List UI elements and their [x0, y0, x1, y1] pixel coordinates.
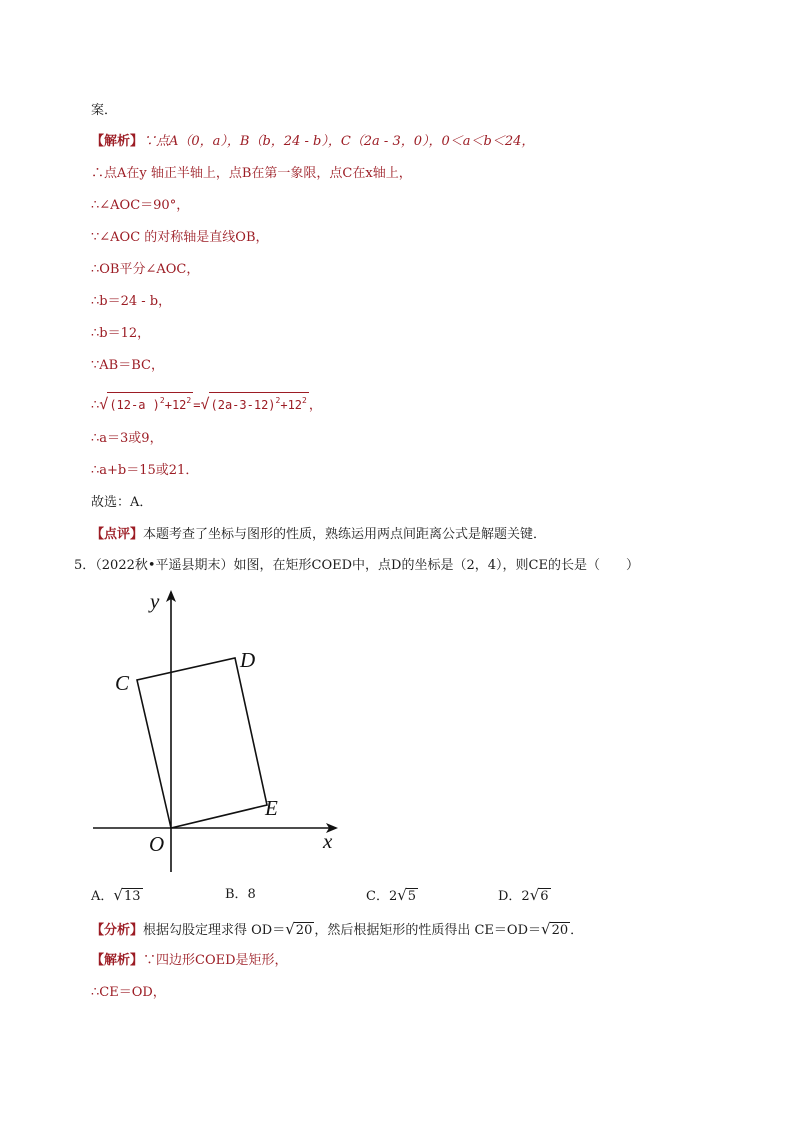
option-d[interactable]: D．2√6: [498, 886, 549, 904]
q5-solution-tag: 【解析】: [91, 953, 144, 968]
vertex-C-label: C: [115, 671, 130, 695]
vertex-E-label: E: [265, 796, 278, 820]
q5-analysis-line: 【分析】根据勾股定理求得 OD＝√20 ，然后根据矩形的性质得出 CE＝OD＝√20 ．: [91, 920, 584, 938]
analysis-line-2: ∴点A在y 轴正半轴上，点B在第一象限，点C在x轴上，: [91, 166, 412, 181]
radical-2: $(2a-3-12)^2+12^2$: [209, 392, 309, 413]
option-a[interactable]: A．√13: [91, 886, 141, 904]
analysis-line-11: ∴a+b＝15或21．: [91, 463, 199, 478]
origin-O-label: O: [149, 832, 165, 856]
comment-line: 【点评】本题考查了坐标与图形的性质，熟练运用两点间距离公式是解题关键．: [91, 527, 547, 542]
q5-solution-line-1: 【解析】∵四边形COED是矩形，: [91, 953, 288, 968]
comment-tag: 【点评】: [91, 527, 144, 542]
axis-y-label: y: [150, 589, 160, 613]
analysis-line-6: ∴b＝24 - b，: [91, 294, 172, 309]
option-b[interactable]: B．8: [225, 887, 256, 902]
analysis-line-5: ∴OB平分∠AOC，: [91, 262, 200, 277]
choice-line: 故选：A．: [91, 495, 153, 510]
axis-x-label: x: [323, 829, 333, 853]
option-c[interactable]: C．2√5: [366, 886, 417, 904]
analysis-line-3: ∴∠AOC＝90°，: [91, 198, 190, 213]
analysis-line-7: ∴b＝12，: [91, 326, 151, 341]
question-5-stem: 5．（2022秋•平遥县期末）如图，在矩形COED中，点D的坐标是（2，4），则CE的长是（ ）: [74, 558, 639, 573]
analysis-line-8: ∵AB＝BC，: [91, 358, 164, 373]
q5-solution-line-2: ∴CE＝OD，: [91, 985, 166, 1000]
analysis-line-9-equation: ∴√(12-a )$^2+12^2 =√(2a-3-12)^2+12^2$ ，: [91, 392, 322, 415]
analysis-line-10: ∴a＝3或9，: [91, 431, 163, 446]
analysis-line-1: 【解析】∵点A（0，a），B（b，24 - b），C（2a - 3，0），0＜a＜b＜24，: [91, 134, 535, 149]
answer-end: 案．: [91, 103, 118, 118]
vertex-D-label: D: [240, 648, 256, 672]
radical-1: (12-a )$^2+12^2$: [107, 392, 193, 413]
rectangle-coed: [137, 658, 267, 828]
analysis-line-4: ∵∠AOC 的对称轴是直线OB，: [91, 230, 269, 245]
q5-analysis-tag: 【分析】: [91, 923, 144, 938]
analysis-tag: 【解析】: [91, 134, 144, 149]
